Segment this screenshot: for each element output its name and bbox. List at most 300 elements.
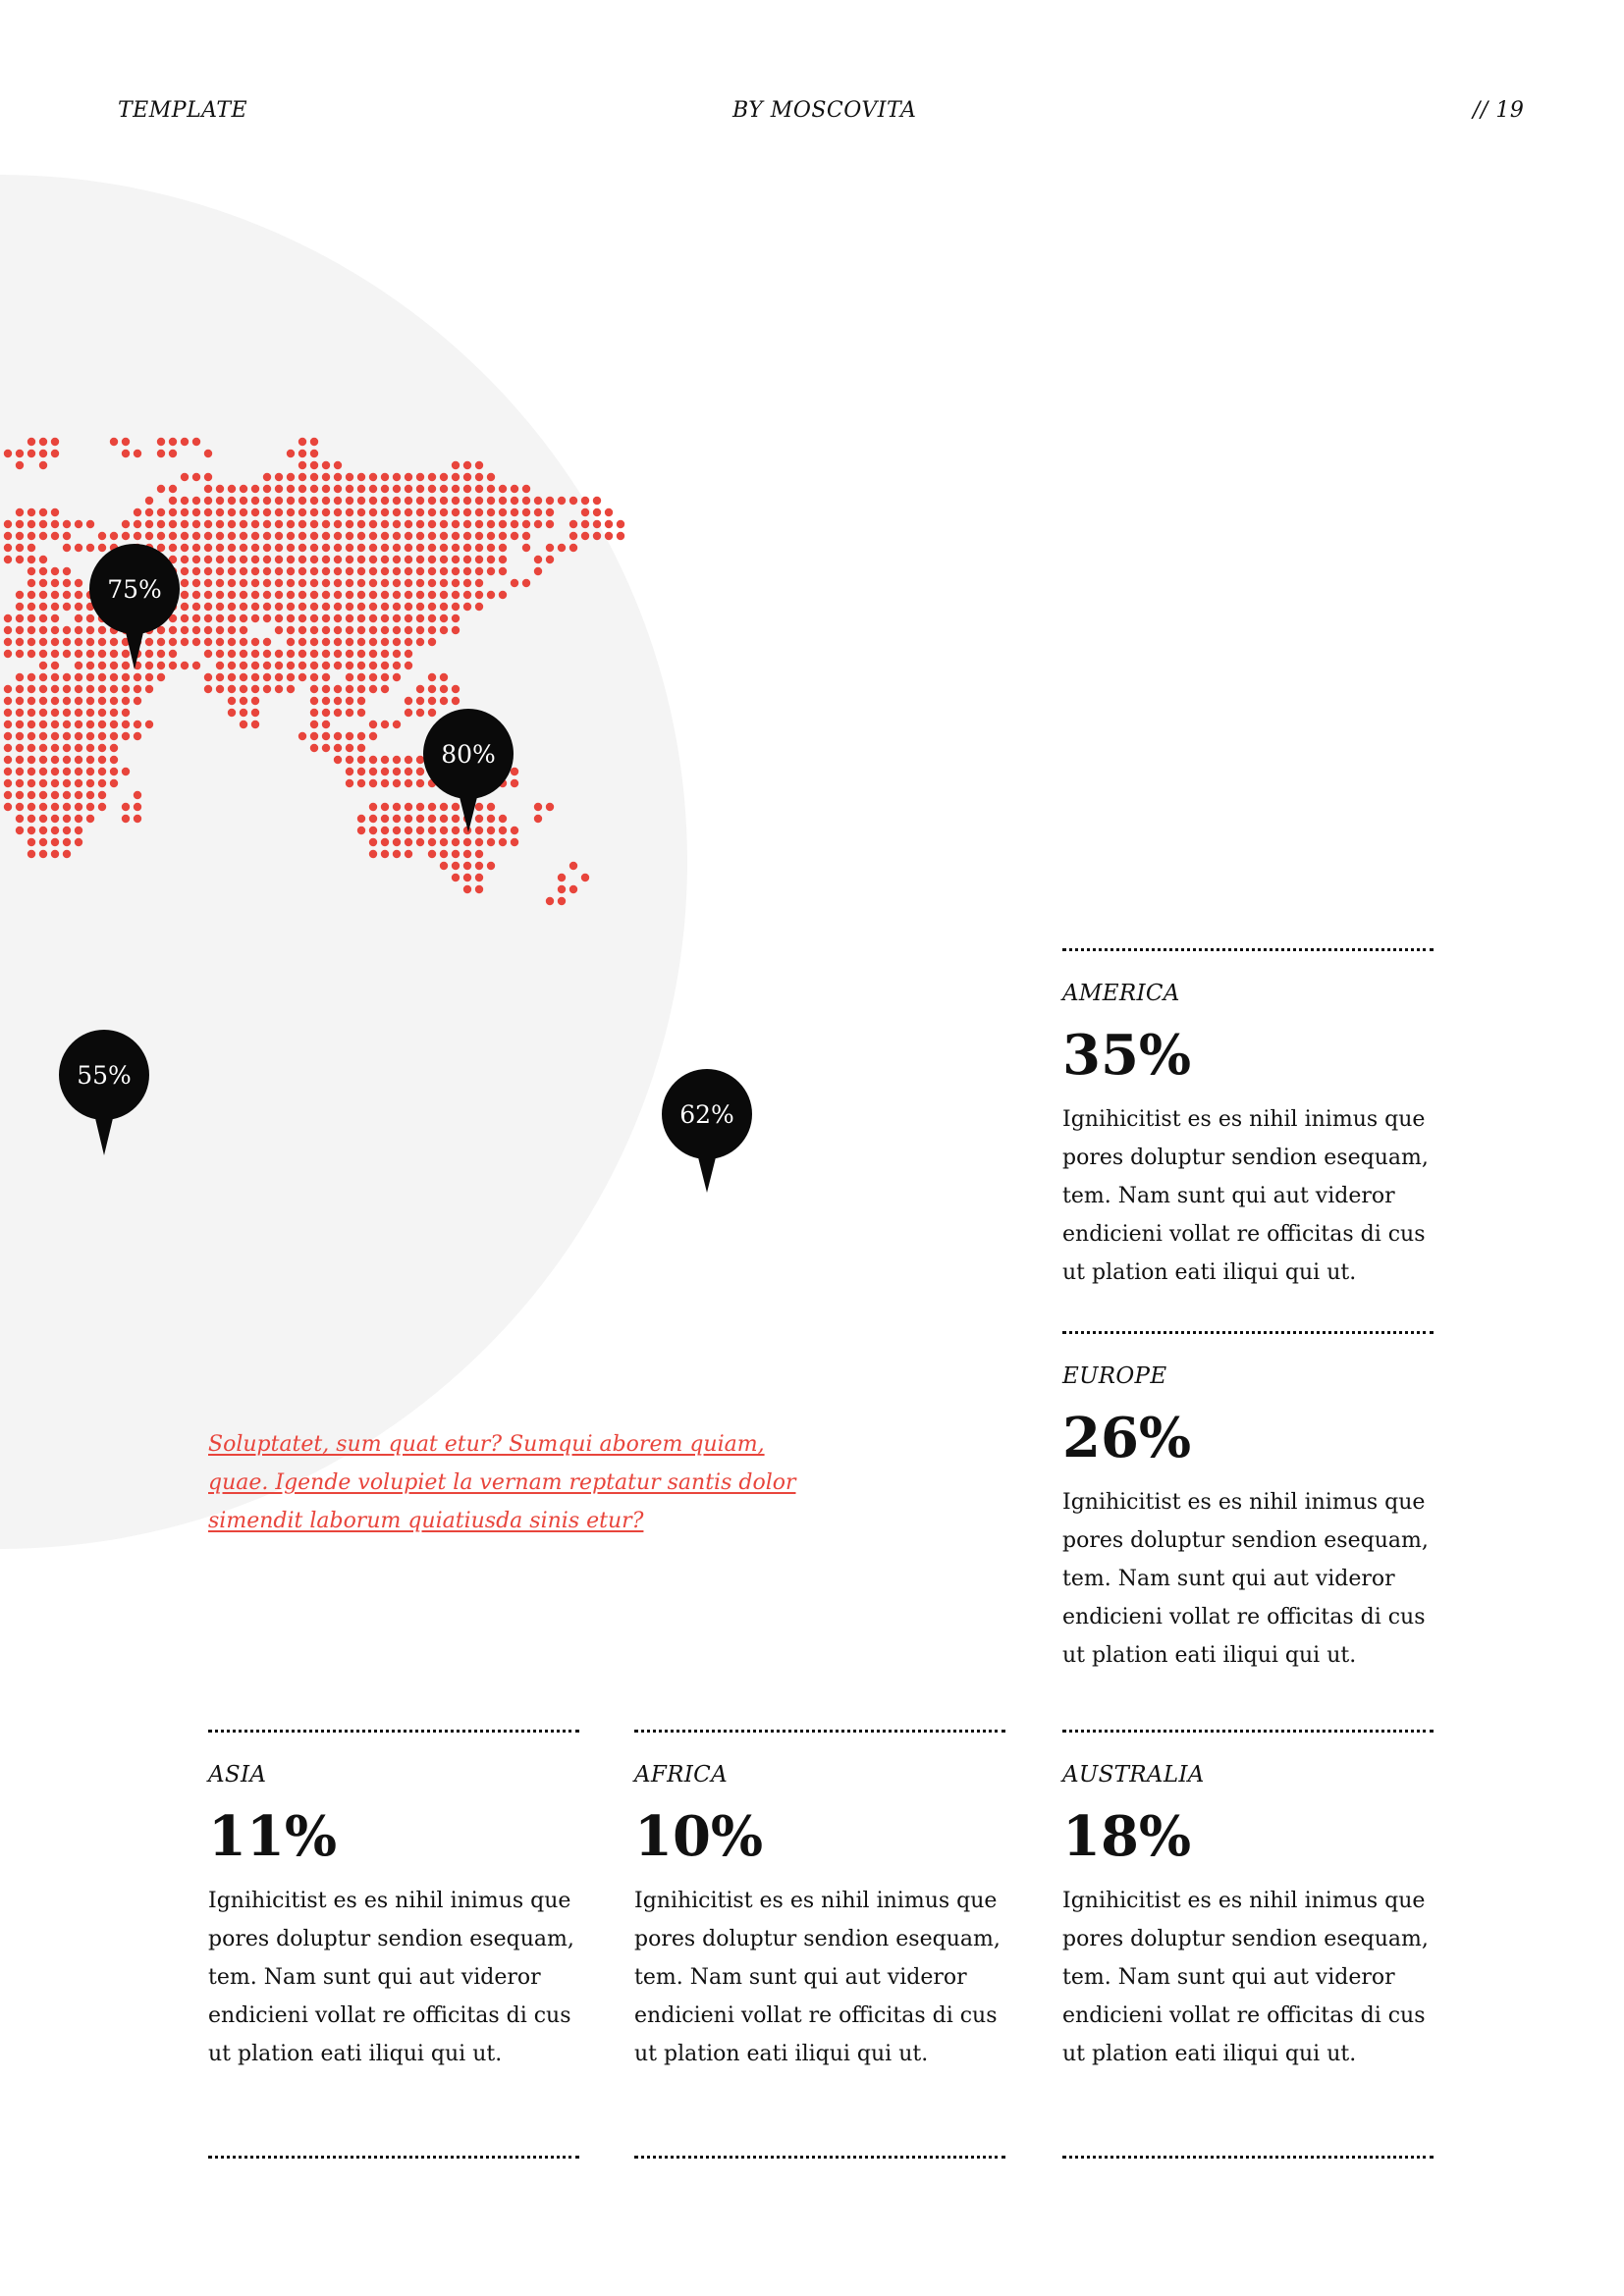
map-dot	[381, 673, 389, 681]
map-dot	[228, 497, 236, 505]
map-dot	[75, 638, 82, 646]
map-dot	[463, 461, 471, 469]
map-dot	[51, 532, 59, 540]
map-dot	[463, 473, 471, 481]
map-dot	[216, 579, 224, 587]
map-dot	[357, 591, 365, 599]
map-dot	[499, 827, 507, 834]
map-dot	[98, 697, 106, 705]
map-dot	[134, 508, 141, 516]
map-dot	[16, 756, 24, 764]
map-dot	[416, 603, 424, 611]
map-dot	[75, 626, 82, 634]
map-dot	[275, 485, 283, 493]
map-dot	[16, 626, 24, 634]
map-dot	[27, 815, 35, 823]
map-dot	[157, 438, 165, 446]
map-dot	[452, 697, 460, 705]
map-dot	[405, 520, 412, 528]
map-dot	[216, 614, 224, 622]
map-dot	[381, 485, 389, 493]
map-dot	[298, 626, 306, 634]
map-dot	[216, 626, 224, 634]
map-dot	[110, 744, 118, 752]
map-dot	[228, 556, 236, 563]
map-dot	[39, 626, 47, 634]
map-dot	[16, 603, 24, 611]
map-dot	[357, 744, 365, 752]
map-dot	[169, 508, 177, 516]
map-dot	[263, 673, 271, 681]
map-dot	[228, 685, 236, 693]
map-dot	[322, 544, 330, 552]
map-dot	[334, 461, 342, 469]
map-dot	[216, 638, 224, 646]
map-dot	[192, 508, 200, 516]
map-dot	[287, 591, 295, 599]
map-dot	[428, 473, 436, 481]
map-dot	[192, 520, 200, 528]
map-dot	[39, 556, 47, 563]
map-dot	[357, 485, 365, 493]
map-dot	[16, 721, 24, 728]
map-dot	[204, 579, 212, 587]
map-dot	[39, 697, 47, 705]
map-dot	[287, 532, 295, 540]
map-dot	[51, 709, 59, 717]
map-dot	[228, 520, 236, 528]
map-dot	[346, 473, 353, 481]
map-dot	[487, 803, 495, 811]
map-dot	[416, 567, 424, 575]
map-dot	[487, 838, 495, 846]
map-dot	[369, 579, 377, 587]
map-dot	[275, 685, 283, 693]
map-dot	[322, 673, 330, 681]
map-dot	[63, 791, 71, 799]
map-dot	[287, 650, 295, 658]
map-dot	[463, 532, 471, 540]
map-dot	[39, 721, 47, 728]
map-dot	[369, 532, 377, 540]
map-dot	[39, 779, 47, 787]
map-dot	[334, 603, 342, 611]
map-dot	[581, 874, 589, 881]
map-dot	[75, 791, 82, 799]
map-dot	[98, 638, 106, 646]
map-dot	[63, 638, 71, 646]
map-dot	[475, 815, 483, 823]
map-dot	[228, 485, 236, 493]
map-dot	[381, 756, 389, 764]
map-dot	[192, 532, 200, 540]
map-dot	[287, 450, 295, 457]
map-dot	[216, 650, 224, 658]
map-dot	[334, 650, 342, 658]
map-dot	[263, 638, 271, 646]
map-dot	[4, 614, 12, 622]
map-dot	[452, 485, 460, 493]
map-dot	[334, 709, 342, 717]
map-dot	[346, 626, 353, 634]
map-dot	[463, 579, 471, 587]
map-pin-label: 62%	[679, 1100, 734, 1129]
map-dot	[98, 791, 106, 799]
map-dot	[428, 697, 436, 705]
map-dot	[39, 662, 47, 669]
map-dot	[63, 532, 71, 540]
map-dot	[310, 732, 318, 740]
map-dot	[251, 579, 259, 587]
map-dot	[369, 732, 377, 740]
map-dot	[428, 614, 436, 622]
map-dot	[86, 614, 94, 622]
map-dot	[75, 662, 82, 669]
map-dot	[86, 721, 94, 728]
map-dot	[263, 532, 271, 540]
map-dot	[16, 768, 24, 775]
dotted-divider	[1062, 1730, 1434, 1733]
map-dot	[86, 768, 94, 775]
map-dot	[157, 673, 165, 681]
map-dot	[192, 544, 200, 552]
map-dot	[275, 508, 283, 516]
map-dot	[393, 650, 401, 658]
map-dot	[110, 756, 118, 764]
map-dot	[228, 567, 236, 575]
map-dot	[393, 779, 401, 787]
map-dot	[228, 626, 236, 634]
map-dot	[511, 520, 518, 528]
map-dot	[298, 567, 306, 575]
map-dot	[487, 591, 495, 599]
map-dot	[216, 532, 224, 540]
map-dot	[346, 779, 353, 787]
map-dot	[134, 697, 141, 705]
map-dot	[63, 732, 71, 740]
map-dot	[298, 473, 306, 481]
map-dot	[381, 544, 389, 552]
map-dot	[298, 579, 306, 587]
map-dot	[322, 697, 330, 705]
map-dot	[240, 497, 247, 505]
region-percent: 18%	[1062, 1804, 1192, 1869]
map-dot	[27, 838, 35, 846]
map-dot	[228, 662, 236, 669]
map-dot	[499, 520, 507, 528]
map-dot	[39, 838, 47, 846]
map-dot	[475, 544, 483, 552]
map-dot	[181, 544, 189, 552]
map-dot	[39, 791, 47, 799]
map-dot	[393, 508, 401, 516]
map-dot	[428, 815, 436, 823]
region-description: Ignihicitist es es nihil inimus que pores doluptur sendion esequam, tem. Nam sunt qui aut videror endicieni vollat re officitas di cus ut plation eati iliqui qui ut.	[1062, 1490, 1429, 1668]
map-dot	[310, 579, 318, 587]
map-dot	[51, 732, 59, 740]
map-dot	[298, 614, 306, 622]
map-dot	[4, 803, 12, 811]
map-dot	[16, 508, 24, 516]
map-dot	[393, 638, 401, 646]
map-dot	[393, 815, 401, 823]
map-dot	[157, 485, 165, 493]
map-dot	[122, 438, 130, 446]
map-dot	[357, 768, 365, 775]
stat-block-america	[1062, 948, 1434, 1292]
map-dot	[263, 567, 271, 575]
map-dot	[134, 721, 141, 728]
map-dot	[405, 756, 412, 764]
map-dot	[298, 520, 306, 528]
map-dot	[181, 556, 189, 563]
map-dot	[322, 567, 330, 575]
map-dot	[240, 685, 247, 693]
map-dot	[381, 650, 389, 658]
map-dot	[452, 603, 460, 611]
map-pin-label: 55%	[77, 1061, 132, 1090]
map-dot	[251, 532, 259, 540]
map-pin-label: 80%	[441, 740, 496, 769]
map-dot	[51, 779, 59, 787]
map-dot	[75, 779, 82, 787]
map-dot	[475, 874, 483, 881]
map-dot	[51, 520, 59, 528]
map-dot	[169, 485, 177, 493]
map-dot	[369, 485, 377, 493]
map-dot	[39, 614, 47, 622]
map-dot	[369, 497, 377, 505]
map-dot	[357, 614, 365, 622]
map-dot	[157, 508, 165, 516]
map-dot	[16, 732, 24, 740]
map-dot	[110, 638, 118, 646]
map-dot	[63, 721, 71, 728]
map-dot	[181, 473, 189, 481]
map-dot	[27, 544, 35, 552]
map-dot	[405, 497, 412, 505]
map-dot	[322, 556, 330, 563]
map-dot	[39, 709, 47, 717]
map-dot	[251, 520, 259, 528]
map-dot	[39, 756, 47, 764]
map-dot	[51, 567, 59, 575]
map-dot	[369, 662, 377, 669]
map-dot	[122, 803, 130, 811]
map-dot	[499, 485, 507, 493]
map-dot	[357, 544, 365, 552]
map-dot	[228, 673, 236, 681]
map-dot	[487, 473, 495, 481]
map-dot	[416, 579, 424, 587]
map-dot	[381, 779, 389, 787]
map-dot	[416, 838, 424, 846]
map-dot	[499, 838, 507, 846]
map-dot	[346, 744, 353, 752]
map-dot	[346, 603, 353, 611]
map-dot	[110, 721, 118, 728]
map-dot	[357, 685, 365, 693]
map-dot	[463, 862, 471, 870]
map-dot	[369, 591, 377, 599]
map-dot	[346, 638, 353, 646]
map-dot	[122, 709, 130, 717]
map-dot	[263, 650, 271, 658]
map-dot	[405, 532, 412, 540]
map-dot	[369, 779, 377, 787]
map-dot	[27, 508, 35, 516]
map-dot	[216, 497, 224, 505]
map-dot	[181, 626, 189, 634]
map-dot	[16, 791, 24, 799]
map-dot	[51, 815, 59, 823]
map-dot	[145, 650, 153, 658]
map-dot	[39, 815, 47, 823]
map-dot	[86, 803, 94, 811]
map-dot	[110, 768, 118, 775]
map-dot	[192, 567, 200, 575]
map-dot	[98, 756, 106, 764]
map-dot	[405, 638, 412, 646]
map-dot	[63, 626, 71, 634]
map-dot	[240, 626, 247, 634]
map-dot	[381, 721, 389, 728]
map-dot	[51, 626, 59, 634]
map-dot	[263, 508, 271, 516]
map-dot	[4, 709, 12, 717]
map-dot	[499, 508, 507, 516]
map-dot	[381, 827, 389, 834]
region-percent: 10%	[634, 1804, 764, 1869]
dotted-divider	[208, 1730, 579, 1733]
map-dot	[263, 603, 271, 611]
map-dot	[228, 638, 236, 646]
map-dot	[287, 673, 295, 681]
map-dot	[275, 567, 283, 575]
map-dot	[287, 579, 295, 587]
map-dot	[51, 579, 59, 587]
map-dot	[405, 850, 412, 858]
map-dot	[75, 803, 82, 811]
map-dot	[63, 803, 71, 811]
map-dot	[463, 838, 471, 846]
map-dot	[39, 603, 47, 611]
map-dot	[310, 485, 318, 493]
map-dot	[181, 579, 189, 587]
map-dot	[310, 508, 318, 516]
map-dot	[334, 626, 342, 634]
map-dot	[428, 508, 436, 516]
map-dot	[369, 673, 377, 681]
map-dot	[416, 638, 424, 646]
map-dot	[134, 685, 141, 693]
map-dot	[27, 685, 35, 693]
region-label: EUROPE	[1062, 1363, 1167, 1389]
map-pin-80	[423, 709, 514, 832]
map-dot	[381, 803, 389, 811]
map-dot	[393, 850, 401, 858]
map-dot	[522, 520, 530, 528]
map-dot	[334, 556, 342, 563]
map-dot	[428, 838, 436, 846]
map-dot	[511, 497, 518, 505]
map-dot	[63, 697, 71, 705]
map-dot	[393, 614, 401, 622]
map-dot	[181, 591, 189, 599]
map-dot	[98, 768, 106, 775]
map-dot	[157, 638, 165, 646]
map-dot	[16, 803, 24, 811]
map-dot	[98, 721, 106, 728]
map-dot	[617, 532, 624, 540]
map-dot	[298, 638, 306, 646]
map-dot	[499, 567, 507, 575]
map-dot	[51, 508, 59, 516]
map-dot	[75, 520, 82, 528]
map-dot	[475, 862, 483, 870]
map-dot	[298, 532, 306, 540]
map-dot	[216, 685, 224, 693]
map-dot	[298, 544, 306, 552]
map-dot	[263, 685, 271, 693]
map-dot	[593, 497, 601, 505]
map-dot	[228, 709, 236, 717]
map-dot	[122, 685, 130, 693]
map-dot	[287, 662, 295, 669]
map-dot	[204, 591, 212, 599]
map-dot	[381, 638, 389, 646]
map-dot	[39, 450, 47, 457]
map-dot	[581, 497, 589, 505]
map-dot	[475, 850, 483, 858]
map-dot	[499, 815, 507, 823]
map-dot	[251, 544, 259, 552]
map-dot	[298, 508, 306, 516]
map-dot	[4, 779, 12, 787]
map-dot	[86, 662, 94, 669]
map-dot	[27, 638, 35, 646]
map-dot	[440, 497, 448, 505]
map-dot	[322, 685, 330, 693]
map-dot	[369, 614, 377, 622]
map-dot	[357, 603, 365, 611]
map-dot	[381, 838, 389, 846]
map-dot	[181, 603, 189, 611]
map-dot	[511, 768, 518, 775]
map-dot	[27, 603, 35, 611]
map-dot	[192, 556, 200, 563]
map-dot	[310, 461, 318, 469]
map-dot	[452, 508, 460, 516]
map-dot	[145, 685, 153, 693]
map-dot	[310, 650, 318, 658]
map-dot	[287, 544, 295, 552]
map-dot	[27, 614, 35, 622]
map-dot	[39, 744, 47, 752]
map-dot	[416, 697, 424, 705]
map-dot	[334, 508, 342, 516]
map-dot	[16, 614, 24, 622]
map-dot	[310, 450, 318, 457]
map-dot	[334, 520, 342, 528]
map-dot	[122, 520, 130, 528]
map-dot	[346, 732, 353, 740]
map-dot	[369, 768, 377, 775]
map-dot	[428, 638, 436, 646]
map-dot	[440, 850, 448, 858]
map-dot	[381, 591, 389, 599]
map-dot	[369, 508, 377, 516]
